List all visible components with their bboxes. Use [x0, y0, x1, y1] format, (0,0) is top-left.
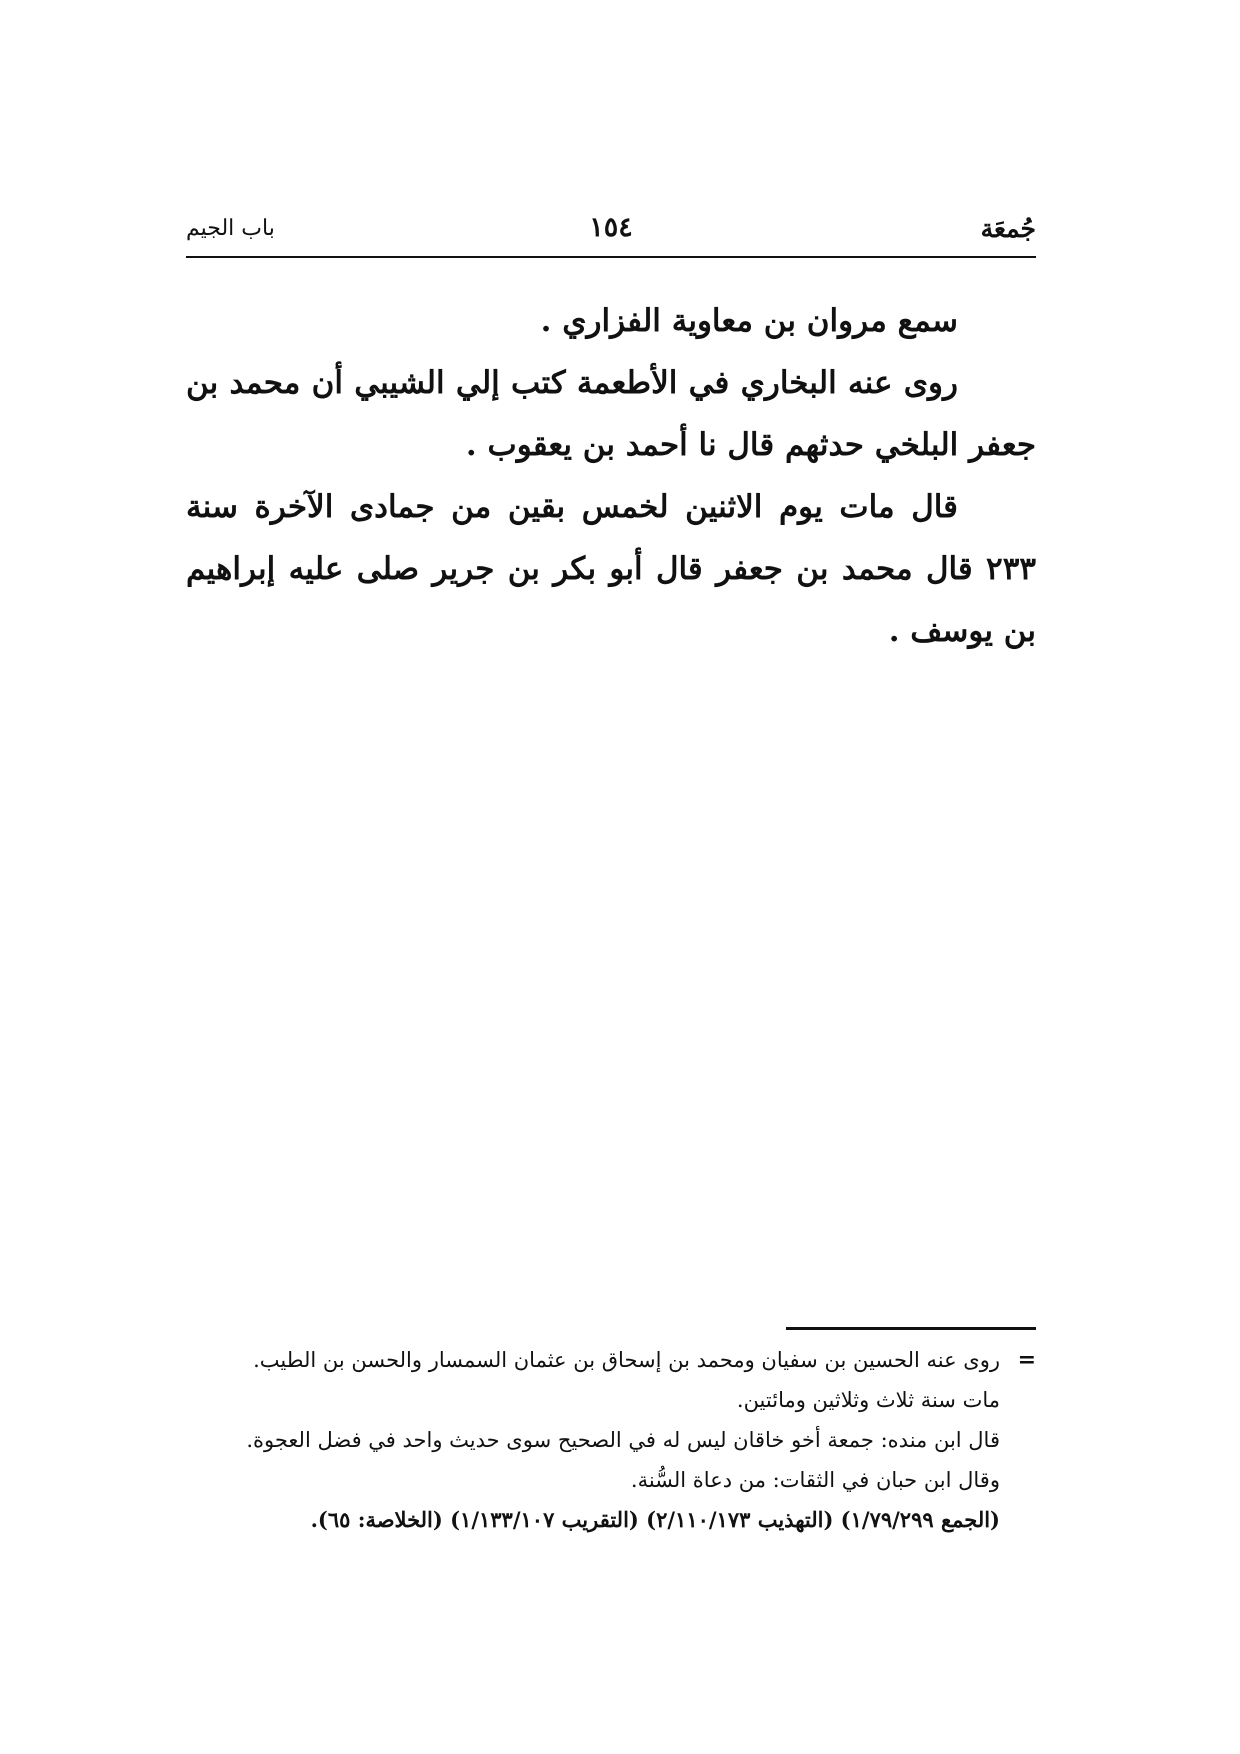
footnote-references: (الجمع ١/٧٩/٢٩٩) (التهذيب ٢/١١٠/١٧٣) (التقريب ١/١٣٣/١٠٧) (الخلاصة: ٦٥). [310, 1507, 1000, 1532]
running-header [186, 210, 1036, 254]
footnote-line [186, 1420, 1036, 1460]
header-entry-name: جُمعَة [980, 214, 1036, 243]
footnote-text: روى عنه الحسين بن سفيان ومحمد بن إسحاق بن عثمان السمسار والحسن بن الطيب. [253, 1348, 1000, 1372]
page-number: ١٥٤ [589, 212, 633, 243]
main-text [186, 290, 1036, 662]
footnotes [186, 1340, 1036, 1540]
chapter-title: باب الجيم [186, 216, 275, 241]
footnote-line [186, 1340, 1036, 1380]
footnote-line [186, 1460, 1036, 1500]
header-rule [186, 256, 1036, 258]
footnote-text: قال ابن منده: جمعة أخو خاقان ليس له في الصحيح سوى حديث واحد في فضل العجوة. [246, 1428, 1000, 1452]
body-paragraph: سمع مروان بن معاوية الفزاري . [540, 303, 958, 339]
footnote-separator [786, 1327, 1036, 1330]
footnote-text: مات سنة ثلاث وثلاثين ومائتين. [736, 1388, 1000, 1412]
footnote-line [186, 1380, 1036, 1420]
footnote-text: وقال ابن حبان في الثقات: من دعاة السُّنة. [630, 1468, 1000, 1492]
footnote-line [186, 1500, 1036, 1540]
body-paragraph: روى عنه البخاري في الأطعمة كتب إلي الشيبي أن محمد بن جعفر البلخي حدثهم قال نا أحمد بن يعقوب . [186, 365, 1036, 463]
footnote-continuation-marker: = [1017, 1347, 1036, 1373]
body-paragraph: قال مات يوم الاثنين لخمس بقين من جمادى الآخرة سنة ٢٣٣ قال محمد بن جعفر قال أبو بكر بن جرير صلى عليه إبراهيم بن يوسف . [186, 489, 1036, 649]
